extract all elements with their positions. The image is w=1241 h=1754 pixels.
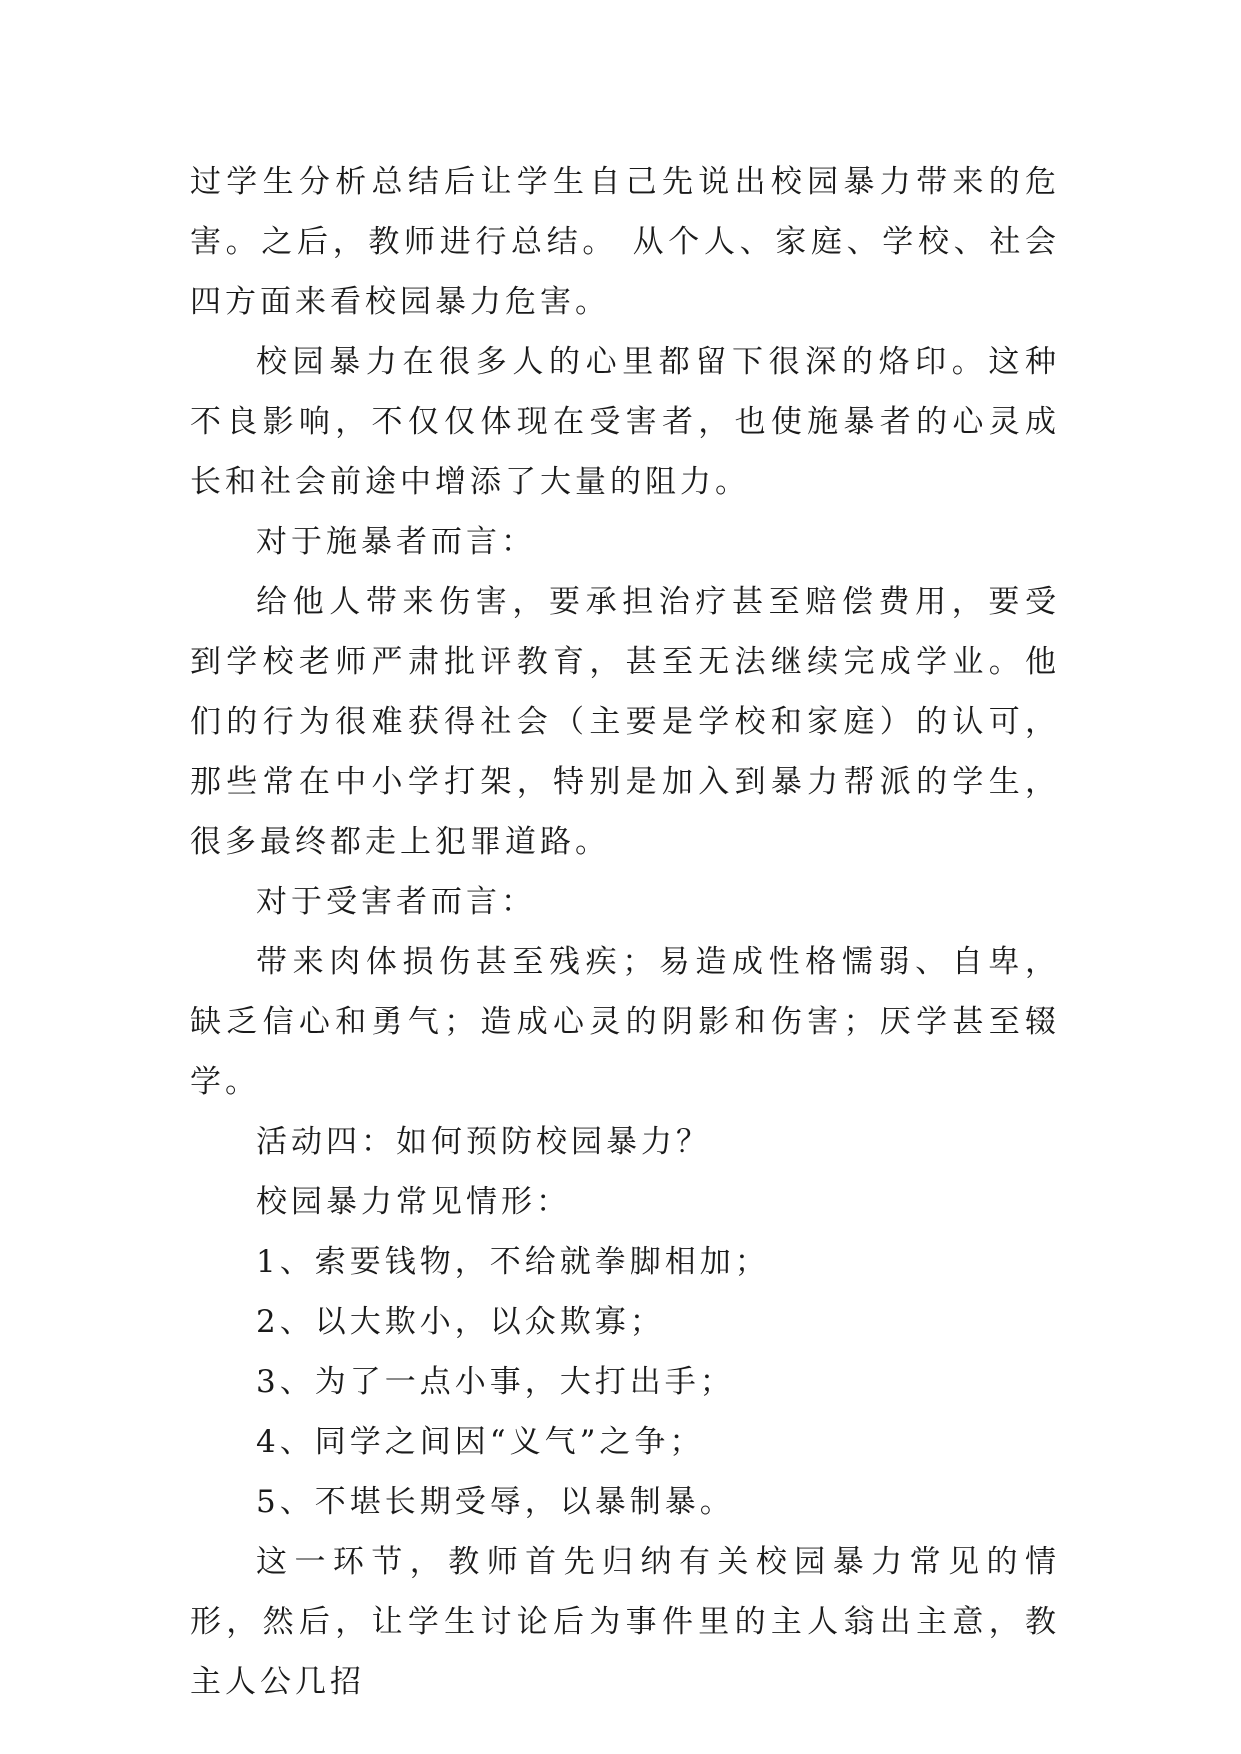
list-item: 2、以大欺小，以众欺寡； bbox=[256, 1304, 665, 1340]
paragraph: 这一环节，教师首先归纳有关校园暴力常见的情形，然后，让学生讨论后为事件里的主人翁出主意，教主人公几招 bbox=[190, 1544, 1060, 1700]
activity-heading: 活动四：如何预防校园暴力？ bbox=[256, 1124, 711, 1160]
list-item: 1、索要钱物，不给就拳脚相加； bbox=[256, 1244, 770, 1280]
paragraph: 校园暴力在很多人的心里都留下很深的烙印。这种不良影响，不仅仅体现在受害者，也使施暴者的心灵成长和社会前途中增添了大量的阻力。 bbox=[190, 344, 1060, 500]
section-heading: 校园暴力常见情形： bbox=[256, 1184, 571, 1220]
paragraph: 过学生分析总结后让学生自己先说出校园暴力带来的危害。之后，教师进行总结。 从个人、家庭、学校、社会四方面来看校园暴力危害。 bbox=[190, 164, 1060, 320]
paragraph: 给他人带来伤害，要承担治疗甚至赔偿费用，要受到学校老师严肃批评教育，甚至无法继续完成学业。他们的行为很难获得社会（主要是学校和家庭）的认可，那些常在中小学打架，特别是加入到暴力帮派的学生，很多最终都走上犯罪道路。 bbox=[190, 584, 1060, 860]
list-item: 4、同学之间因“义气”之争； bbox=[256, 1424, 705, 1460]
list-item: 5、不堪长期受辱，以暴制暴。 bbox=[256, 1484, 735, 1520]
section-heading: 对于施暴者而言： bbox=[256, 524, 536, 560]
document-body bbox=[190, 152, 1060, 1712]
paragraph: 带来肉体损伤甚至残疾；易造成性格懦弱、自卑，缺乏信心和勇气；造成心灵的阴影和伤害；厌学甚至辍学。 bbox=[190, 944, 1060, 1100]
section-heading: 对于受害者而言： bbox=[256, 884, 536, 920]
list-item: 3、为了一点小事，大打出手； bbox=[256, 1364, 735, 1400]
